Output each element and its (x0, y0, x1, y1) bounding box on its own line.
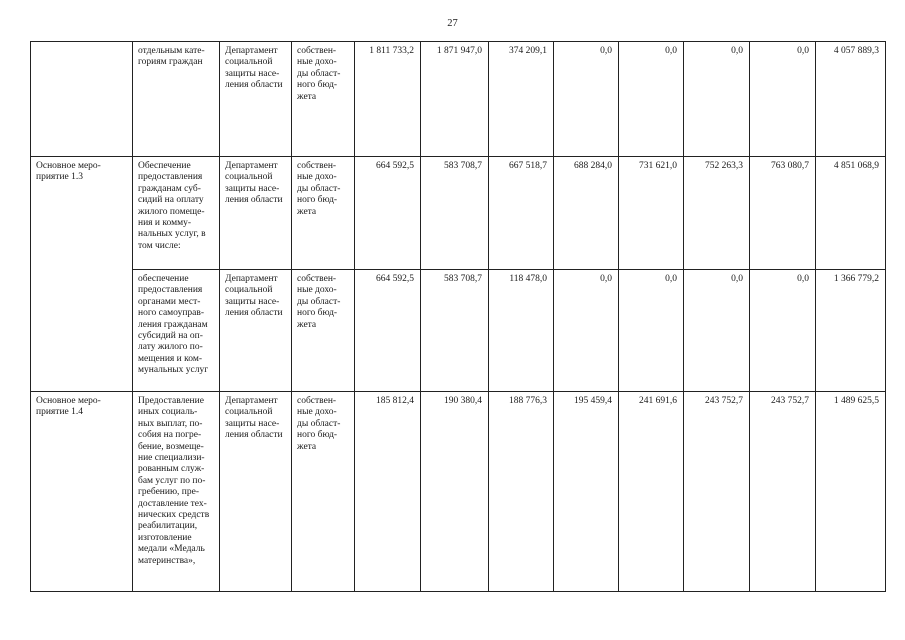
value-cell: 688 284,0 (554, 157, 619, 270)
executor-cell: Департамент социальной защиты насе- ления области (220, 392, 292, 592)
value-cell: 731 621,0 (619, 157, 684, 270)
page-number: 27 (447, 18, 458, 29)
value-cell: 0,0 (684, 270, 750, 392)
value-cell: 664 592,5 (355, 270, 421, 392)
value-cell: 185 812,4 (355, 392, 421, 592)
value-cell: 0,0 (684, 42, 750, 157)
funding-source-cell: собствен- ные дохо- ды област- ного бюд- жета (292, 392, 355, 592)
value-cell: 583 708,7 (421, 157, 489, 270)
funding-source-cell: собствен- ные дохо- ды област- ного бюд- жета (292, 42, 355, 157)
value-cell: 195 459,4 (554, 392, 619, 592)
funding-source-cell: собствен- ные дохо- ды област- ного бюд- жета (292, 157, 355, 270)
total-cell: 1 366 779,2 (816, 270, 886, 392)
value-cell: 190 380,4 (421, 392, 489, 592)
table-row (31, 392, 886, 592)
budget-table (30, 41, 886, 592)
activity-cell: Основное меро- приятие 1.3 (31, 157, 133, 270)
activity-cell: Основное меро- приятие 1.4 (31, 392, 133, 592)
value-cell: 667 518,7 (489, 157, 554, 270)
value-cell: 118 478,0 (489, 270, 554, 392)
value-cell: 0,0 (619, 42, 684, 157)
value-cell: 1 811 733,2 (355, 42, 421, 157)
activity-name-cell: отдельным кате- гориям граждан (133, 42, 220, 157)
activity-name-cell: Предоставление иных социаль- ных выплат, по- собия на погре- бение, возмеще- ние специализи- рованным служ- бам услуг по по- гребению, пре- доставление тех- нических средств реабилитации, изготовление медали «Медаль материнства», (133, 392, 220, 592)
executor-cell: Департамент социальной защиты насе- ления области (220, 42, 292, 157)
value-cell: 188 776,3 (489, 392, 554, 592)
activity-name-cell: Обеспечение предоставления гражданам суб- сидий на оплату жилого помеще- ния и комму- нальных услуг, в том числе: (133, 157, 220, 270)
funding-source-cell: собствен- ные дохо- ды област- ного бюд- жета (292, 270, 355, 392)
value-cell: 0,0 (554, 42, 619, 157)
value-cell: 0,0 (750, 270, 816, 392)
table-row (31, 42, 886, 157)
value-cell: 0,0 (619, 270, 684, 392)
total-cell: 4 851 068,9 (816, 157, 886, 270)
value-cell: 243 752,7 (750, 392, 816, 592)
total-cell: 4 057 889,3 (816, 42, 886, 157)
value-cell: 763 080,7 (750, 157, 816, 270)
table-row (31, 157, 886, 270)
value-cell: 0,0 (554, 270, 619, 392)
value-cell: 752 263,3 (684, 157, 750, 270)
activity-cell (31, 42, 133, 157)
value-cell: 243 752,7 (684, 392, 750, 592)
value-cell: 0,0 (750, 42, 816, 157)
value-cell: 664 592,5 (355, 157, 421, 270)
value-cell: 1 871 947,0 (421, 42, 489, 157)
value-cell: 583 708,7 (421, 270, 489, 392)
value-cell: 241 691,6 (619, 392, 684, 592)
total-cell: 1 489 625,5 (816, 392, 886, 592)
table-row (31, 270, 886, 392)
value-cell: 374 209,1 (489, 42, 554, 157)
executor-cell: Департамент социальной защиты насе- ления области (220, 157, 292, 270)
activity-cell (31, 270, 133, 392)
activity-name-cell: обеспечение предоставления органами мест- ного самоуправ- ления гражданам субсидий на оп- лату жилого по- мещения и ком- мунальных услуг (133, 270, 220, 392)
executor-cell: Департамент социальной защиты насе- ления области (220, 270, 292, 392)
